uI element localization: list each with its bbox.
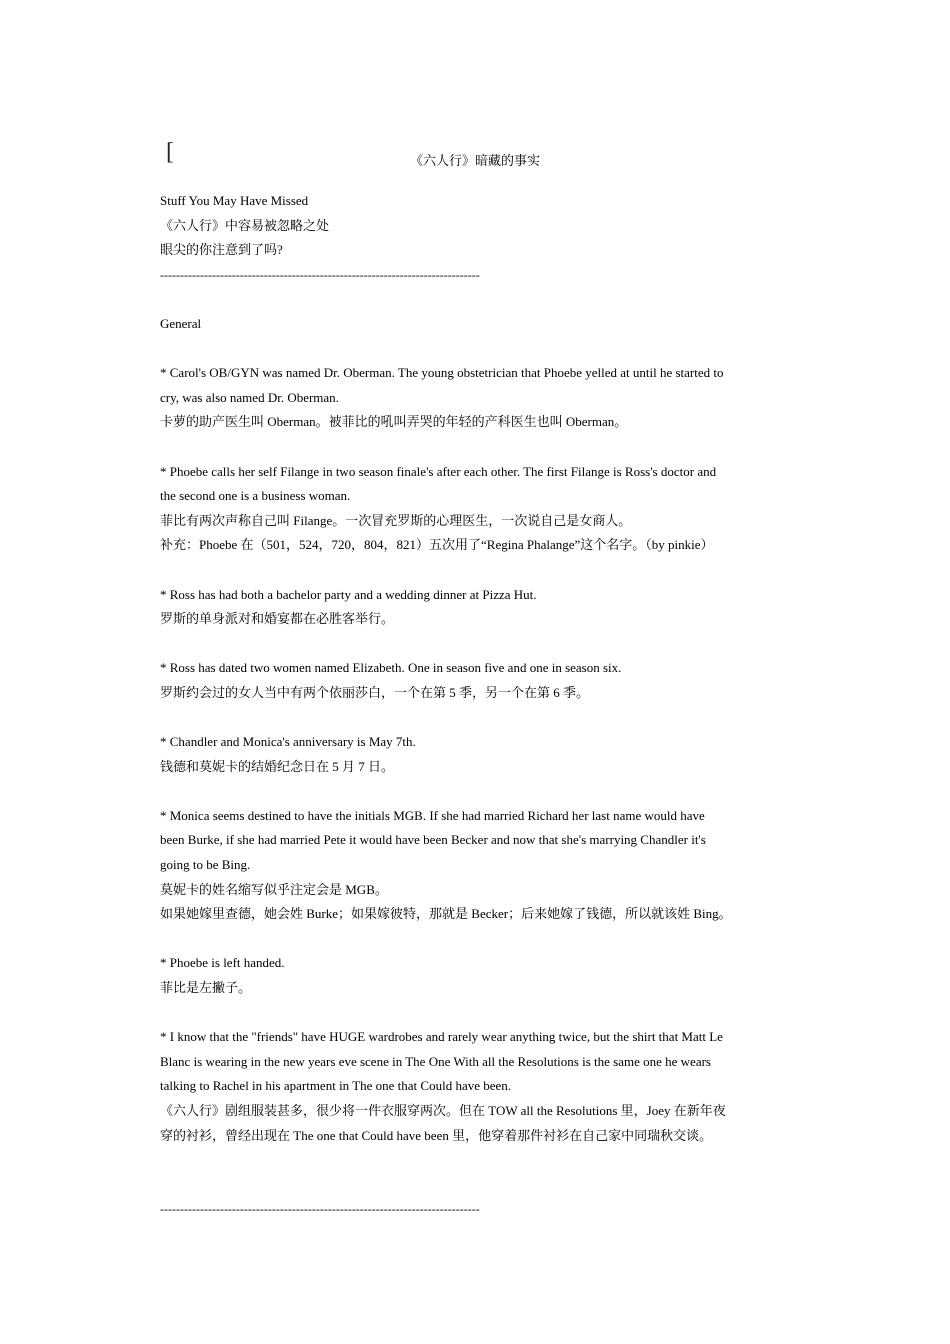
spacer: [160, 779, 792, 804]
fact-english-line: * Phoebe calls her self Filange in two season finale's after each other. The first Filange is Ross's doctor and: [160, 463, 717, 479]
fact-english-line: the second one is a business woman.: [160, 488, 351, 504]
fact-chinese-line: 罗斯约会过的女人当中有两个依丽莎白，一个在第 5 季，另一个在第 6 季。: [160, 684, 590, 700]
spacer: [160, 287, 792, 312]
intro-line-english: Stuff You May Have Missed: [160, 193, 309, 208]
fact-english-line: * I know that the "friends" have HUGE wardrobes and rarely wear anything twice, but the shirt that Matt Le: [160, 1029, 723, 1045]
fact-item-pizza-hut: [160, 583, 792, 632]
fact-english-line: Blanc is wearing in the new years eve scene in The One With all the Resolutions is the same one he wears: [160, 1053, 711, 1069]
fact-english-line: * Ross has dated two women named Elizabeth. One in season five and one in season six.: [160, 660, 622, 676]
fact-english-line: going to be Bing.: [160, 857, 251, 873]
section-heading: General: [160, 315, 202, 331]
spacer: [160, 558, 792, 583]
intro-line-chinese: 《六人行》中容易被忽略之处: [160, 217, 330, 233]
fact-chinese-line: 钱德和莫妮卡的结婚纪念日在 5 月 7 日。: [160, 758, 395, 774]
fact-chinese-line: 莫妮卡的姓名缩写似乎注定会是 MGB。: [160, 881, 388, 897]
fact-chinese-line: 菲比有两次声称自己叫 Filange。一次冒充罗斯的心理医生，一次说自己是女商人。: [160, 512, 632, 528]
fact-item-mgb-initials: [160, 804, 792, 927]
fact-english-line: * Monica seems destined to have the initials MGB. If she had married Richard her last name would have: [160, 807, 705, 823]
fact-item-shirt: [160, 1025, 792, 1148]
spacer: [160, 1001, 792, 1026]
fact-item-anniversary: [160, 730, 792, 779]
fact-chinese-line: 卡萝的助产医生叫 Oberman。被菲比的吼叫弄哭的年轻的产科医生也叫 Oberman。: [160, 414, 628, 430]
fact-chinese-line: 如果她嫁里查德，她会姓 Burke；如果嫁彼特，那就是 Becker；后来她嫁了钱德，所以就该姓 Bing。: [160, 906, 732, 922]
spacer: [160, 632, 792, 657]
fact-chinese-line: 罗斯的单身派对和婚宴都在必胜客举行。: [160, 611, 395, 627]
fact-item-left-handed: [160, 951, 792, 1000]
fact-chinese-line: 菲比是左撇子。: [160, 980, 252, 995]
divider-top: --------------------------------------------------------------------------------: [160, 267, 480, 282]
fact-english-line: cry, was also named Dr. Oberman.: [160, 389, 339, 405]
fact-english-line: * Chandler and Monica's anniversary is May 7th.: [160, 734, 416, 750]
spacer: [160, 337, 792, 362]
fact-english-line: been Burke, if she had married Pete it would have been Becker and now that she's marrying Chandler it's: [160, 832, 706, 848]
fact-chinese-line: 补充：Phoebe 在（501，524，720，804，821）五次用了“Regina Phalange”这个名字。（by pinkie）: [160, 537, 714, 553]
spacer: [160, 705, 792, 730]
spacer: [160, 435, 792, 460]
intro-line-question: 眼尖的你注意到了吗?: [160, 242, 283, 258]
fact-item-elizabeth: [160, 656, 792, 705]
fact-chinese-line: 《六人行》剧组服装甚多，很少将一件衣服穿两次。但在 TOW all the Resolutions 里，Joey 在新年夜: [160, 1102, 726, 1118]
bracket-mark: [: [166, 139, 174, 165]
fact-chinese-line: 穿的衬衫，曾经出现在 The one that Could have been 里，他穿着那件衬衫在自己家中同瑞秋交谈。: [160, 1127, 713, 1143]
fact-item-filange: [160, 460, 792, 558]
document-title: 《六人行》暗藏的事实: [409, 153, 540, 168]
fact-english-line: * Phoebe is left handed.: [160, 955, 285, 971]
document-body: [160, 189, 792, 1222]
spacer: [160, 927, 792, 952]
fact-english-line: talking to Rachel in his apartment in The one that Could have been.: [160, 1078, 512, 1094]
fact-english-line: * Carol's OB/GYN was named Dr. Oberman. The young obstetrician that Phoebe yelled at until he started to: [160, 365, 724, 381]
fact-item-obgyn: [160, 361, 792, 435]
divider-bottom: --------------------------------------------------------------------------------: [160, 1202, 480, 1217]
fact-english-line: * Ross has had both a bachelor party and a wedding dinner at Pizza Hut.: [160, 586, 537, 602]
spacer: [160, 1148, 792, 1197]
